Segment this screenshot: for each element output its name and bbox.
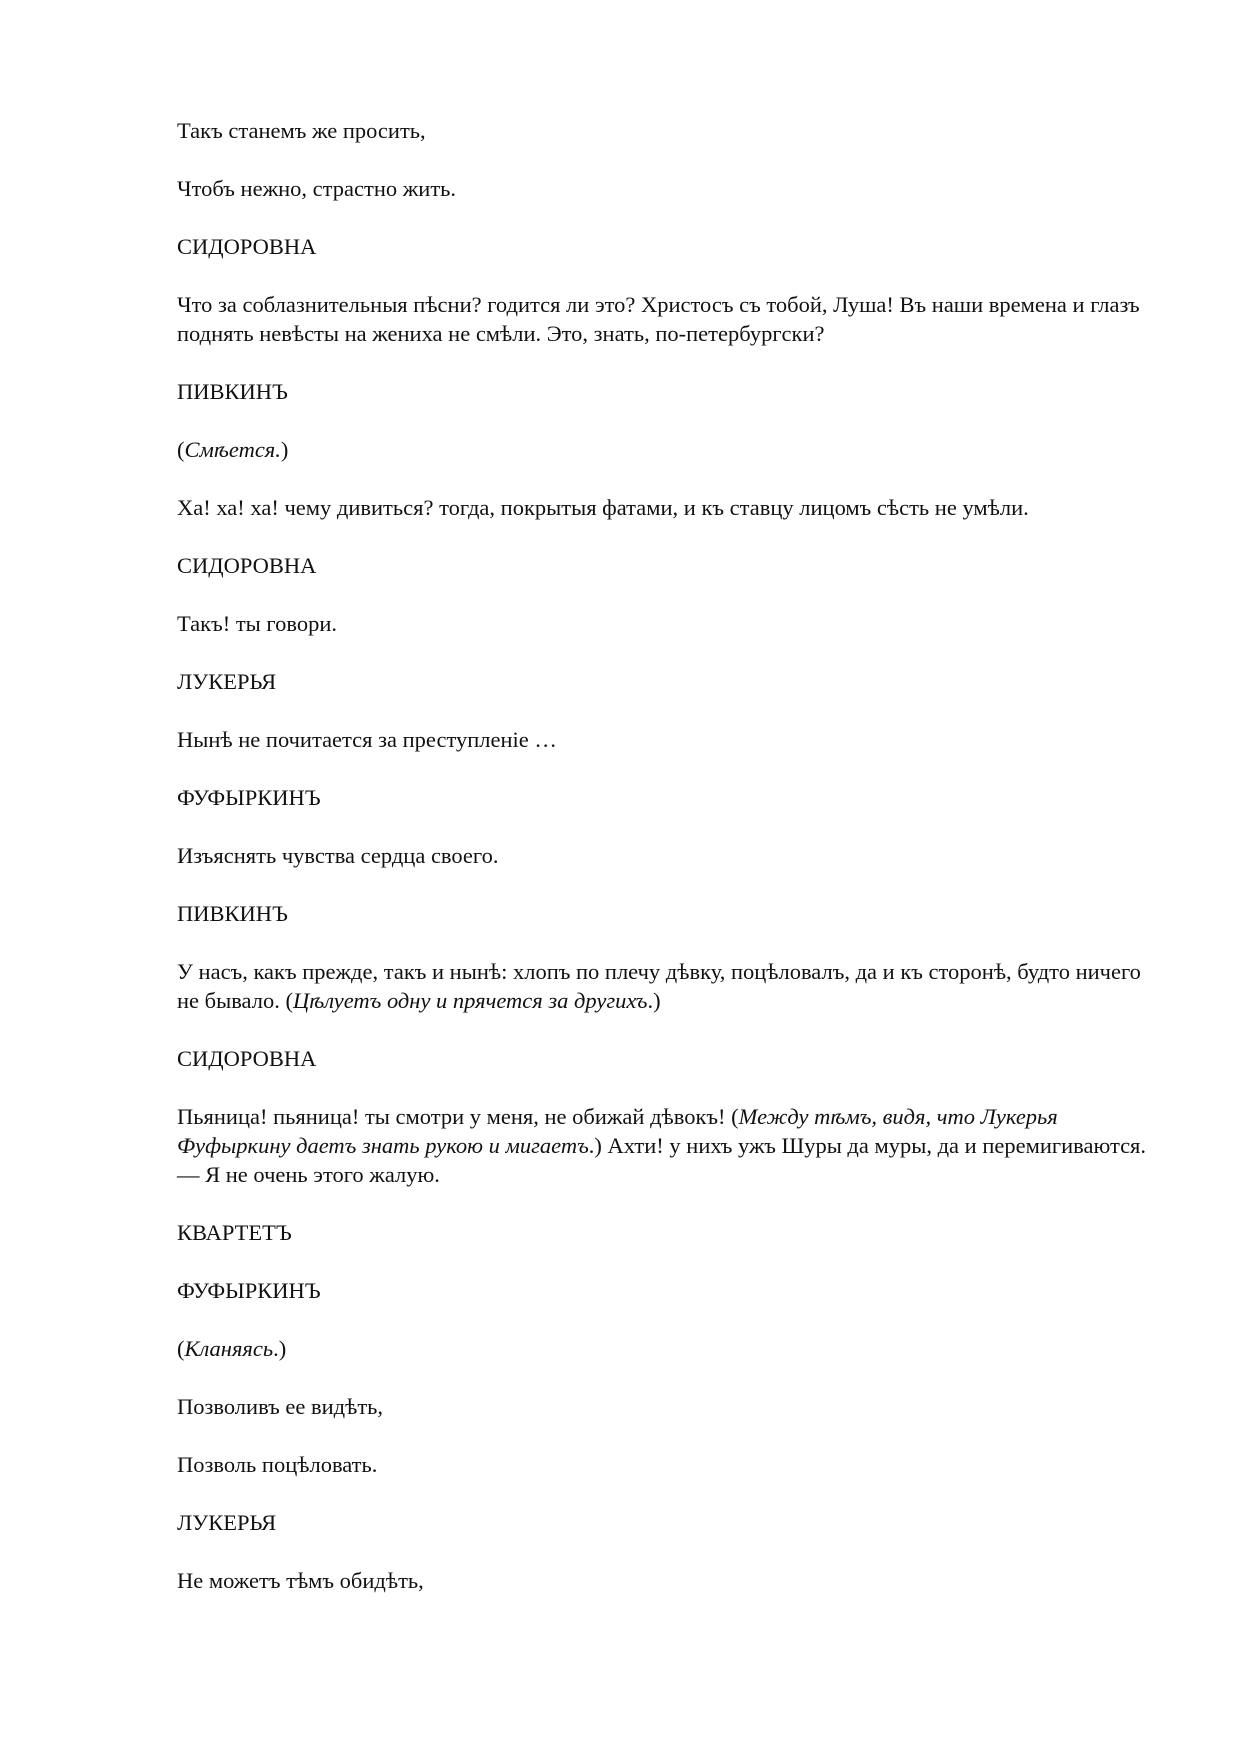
speaker-name: ЛУКЕРЬЯ <box>177 669 277 694</box>
dialogue-paragraph <box>177 1102 1147 1189</box>
speaker-name: ФУФЫРКИНЪ <box>177 1278 321 1303</box>
dialogue-text: Пьяница! пьяница! ты смотри у меня, не обижай дѣвокъ! ( <box>177 1104 739 1129</box>
verse-line: Чтобъ нежно, страстно жить. <box>177 176 457 201</box>
dialogue-paragraph: Нынѣ не почитается за преступленіе … <box>177 727 557 752</box>
document-page <box>177 116 1147 1595</box>
dialogue-text: .) Ахти! у нихъ ужъ Шуры да муры, да и перемигиваются. — Я не очень этого жалую. <box>177 1133 1147 1187</box>
verse-line: Позволь поцѣловать. <box>177 1452 378 1477</box>
stage-direction-text: Смѣется. <box>184 437 281 462</box>
speaker-name: ПИВКИНЪ <box>177 379 288 404</box>
speaker-name: СИДОРОВНА <box>177 1046 317 1071</box>
speaker-name: СИДОРОВНА <box>177 553 317 578</box>
verse-line: Не можетъ тѣмъ обидѣть, <box>177 1568 424 1593</box>
stage-direction-text: Кланяясь <box>184 1336 274 1361</box>
dialogue-paragraph: Изъяснять чувства сердца своего. <box>177 843 499 868</box>
dialogue-text: .) <box>647 988 661 1013</box>
stage-direction <box>177 1334 1147 1363</box>
dialogue-paragraph: Такъ! ты говори. <box>177 611 337 636</box>
stage-direction-open: ( <box>177 1336 185 1361</box>
dialogue-paragraph: Что за соблазнительныя пѣсни? годится ли это? Христосъ съ тобой, Луша! Въ наши времена и глазъ поднять невѣсты на жениха не смѣли. Это, знать, по-петербургски? <box>177 292 1140 346</box>
speaker-name: ЛУКЕРЬЯ <box>177 1510 277 1535</box>
stage-direction-close: .) <box>273 1336 287 1361</box>
speaker-name: ФУФЫРКИНЪ <box>177 785 321 810</box>
dialogue-paragraph: Ха! ха! ха! чему дивиться? тогда, покрытыя фатами, и къ ставцу лицомъ сѣсть не умѣли. <box>177 495 1029 520</box>
stage-direction-open: ( <box>177 437 185 462</box>
speaker-name: ПИВКИНЪ <box>177 901 288 926</box>
verse-line: Позволивъ ее видѣть, <box>177 1394 384 1419</box>
stage-direction-text: Цѣлуетъ одну и прячется за другихъ <box>292 988 648 1013</box>
stage-direction-close: ) <box>280 437 289 462</box>
section-heading: КВАРТЕТЪ <box>177 1220 292 1245</box>
speaker-name: СИДОРОВНА <box>177 234 317 259</box>
dialogue-paragraph <box>177 957 1147 1015</box>
stage-direction-text: Между тѣмъ, видя, что Лукерья Фуфыркину даетъ знать рукою и мигаетъ <box>177 1104 1058 1158</box>
stage-direction <box>177 435 1147 464</box>
verse-line: Такъ станемъ же просить, <box>177 118 426 143</box>
dialogue-text: У насъ, какъ прежде, такъ и нынѣ: хлопъ по плечу дѣвку, поцѣловалъ, да и къ сторонѣ, будто ничего не бывало. ( <box>177 959 1141 1013</box>
